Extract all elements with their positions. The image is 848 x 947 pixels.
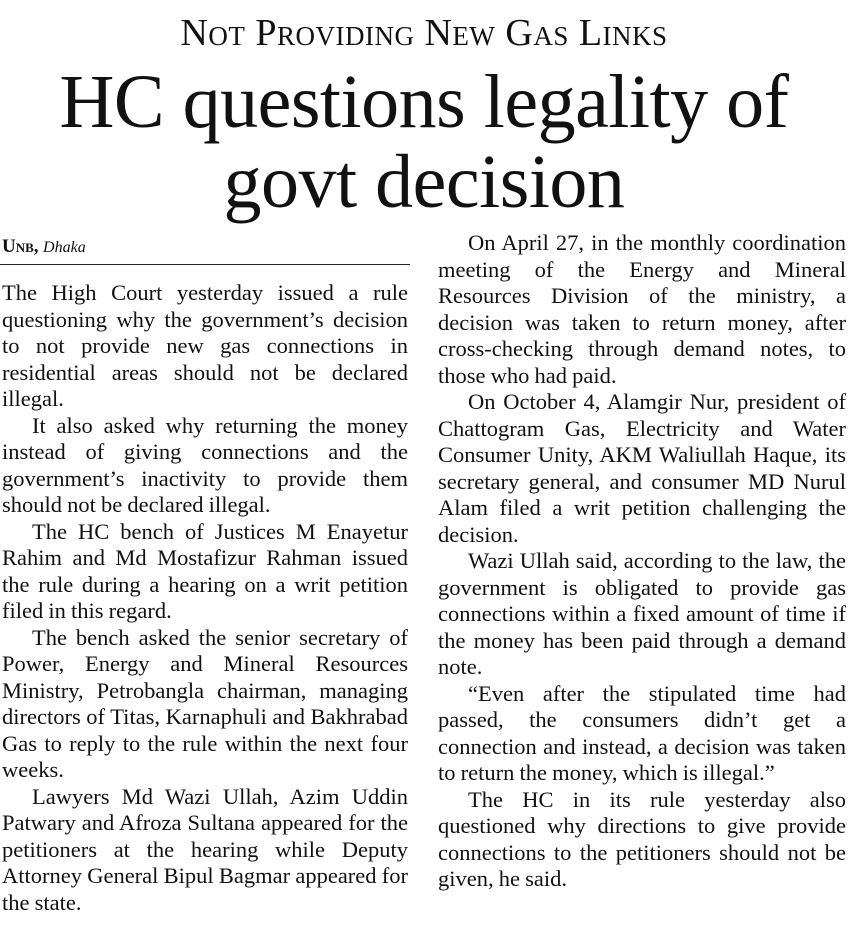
article-column-left — [2, 280, 408, 916]
paragraph: Lawyers Md Wazi Ullah, Azim Uddin Patwary and Afroza Sultana appeared for the petitioners at the hearing while Deputy Attorney General Bipul Bagmar appeared for the state. — [2, 783, 408, 915]
paragraph: Wazi Ullah said, according to the law, the government is obligated to provide gas connections within a fixed amount of time if the money has been paid through a demand note. — [438, 548, 846, 679]
paragraph: On October 4, Alamgir Nur, president of Chattogram Gas, Electricity and Water Consumer Unity, AKM Waliullah Haque, its secretary general, and consumer MD Nurul Alam filed a writ petition challenging the decision. — [438, 389, 846, 547]
kicker: Not Providing New Gas Links — [180, 12, 668, 54]
paragraph: The HC bench of Justices M Enayetur Rahim and Md Mostafizur Rahman issued the rule during a hearing on a writ petition filed in this regard. — [2, 518, 408, 623]
byline-place: Dhaka — [43, 239, 86, 256]
paragraph: The High Court yesterday issued a rule questioning why the government’s decision to not provide new gas connections in residential areas should not be declared illegal. — [2, 280, 408, 411]
byline-divider — [0, 264, 410, 265]
paragraph: It also asked why returning the money instead of giving connections and the government’s inactivity to provide them should not be declared illegal. — [2, 412, 408, 517]
paragraph: The HC in its rule yesterday also questioned why directions to give provide connections to the petitioners should not be given, he said. — [438, 786, 846, 891]
paragraph: On April 27, in the monthly coordination meeting of the Energy and Mineral Resources Division of the ministry, a decision was taken to return money, after cross-checking through demand notes, to those who had paid. — [438, 230, 846, 388]
byline-agency: Unb, — [2, 236, 39, 257]
article-column-right — [438, 230, 846, 893]
headline: HC questions legality of govt decision — [59, 60, 789, 224]
paragraph: The bench asked the senior secretary of Power, Energy and Mineral Resources Ministry, Petrobangla chairman, managing directors of Titas, Karnaphuli and Bakhrabad Gas to reply to the rule within the next four weeks. — [2, 624, 408, 782]
byline — [2, 235, 86, 259]
paragraph: “Even after the stipulated time had passed, the consumers didn’t get a connection and instead, a decision was taken to return the money, which is illegal.” — [438, 680, 846, 785]
